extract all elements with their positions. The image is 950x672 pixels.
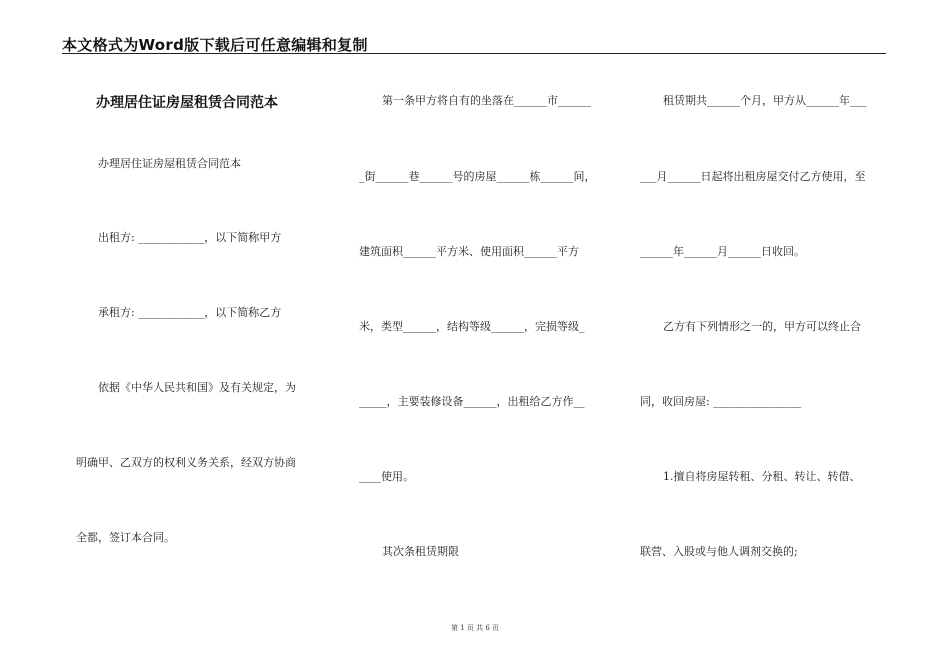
col1-line-1: 办理居住证房屋租赁合同范本 [98,157,241,170]
col2-line-5: _____，主要装修设备______，出租给乙方作__ [359,395,585,408]
col3-line-5: 同，收回房屋: ________________ [640,395,802,408]
col3-line-1: 租赁期共______个月，甲方从______年___ [663,94,867,107]
document-banner: 本文格式为Word版下载后可任意编辑和复制 [62,36,368,54]
col3-line-3: ______年______月______日收回。 [640,245,805,258]
page-number: 第 1 页 共 6 页 [450,624,500,632]
col3-line-2: ___月______日起将出租房屋交付乙方使用，至 [640,170,866,183]
document-title: 办理居住证房屋租赁合同范本 [96,95,278,111]
col1-line-4: 依据《中华人民共和国》及有关规定，为 [98,381,296,394]
col3-line-7: 联营、入股或与他人调剂交换的; [640,545,798,558]
col2-line-1: 第一条甲方将自有的坐落在______市______ [382,94,591,107]
col2-line-4: 米，类型______，结构等级______，完损等级_ [359,320,585,333]
col2-line-3: 建筑面积______平方米、使用面积______平方 [359,245,579,258]
col1-line-5: 明确甲、乙双方的权利义务关系，经双方协商 [76,456,296,469]
col3-line-6: 1.擅自将房屋转租、分租、转让、转借、 [663,470,861,483]
col1-line-3: 承租方: ____________，以下简称乙方 [98,306,282,319]
col1-line-6: 全都，签订本合同。 [76,531,175,544]
header-divider [62,53,886,54]
col3-line-4: 乙方有下列情形之一的，甲方可以终止合 [663,320,861,333]
col2-line-7: 其次条租赁期限 [382,545,459,558]
col1-line-2: 出租方: ____________，以下简称甲方 [98,231,282,244]
col2-line-2: _街______巷______号的房屋______栋______间， [359,170,596,183]
col2-line-6: ____使用。 [359,470,414,483]
